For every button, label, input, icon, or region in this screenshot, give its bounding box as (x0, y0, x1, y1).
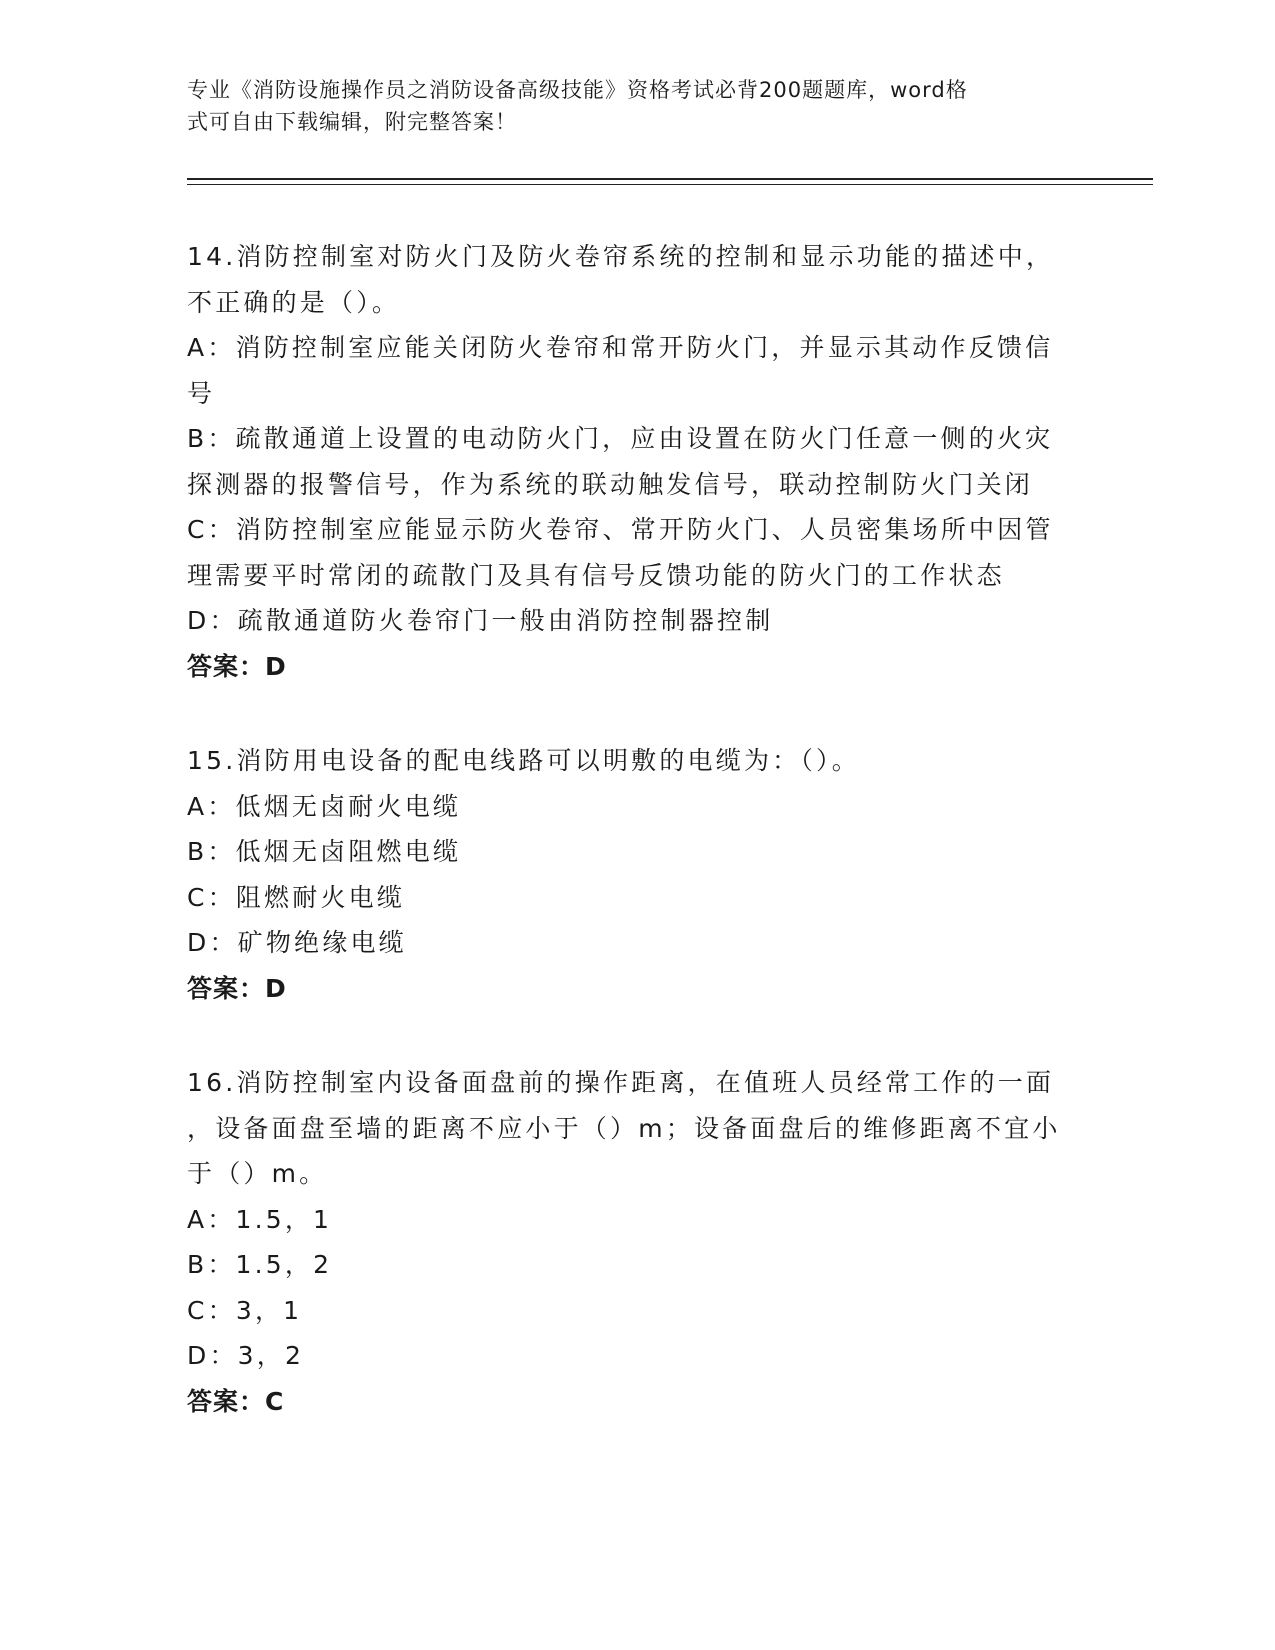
option-b-line: B：1.5，2 (187, 1250, 333, 1279)
option-c-line: C：消防控制室应能显示防火卷帘、常开防火门、人员密集场所中因管 (187, 515, 1054, 544)
header-divider-thin (187, 184, 1153, 185)
option-a-line: A：1.5，1 (187, 1204, 333, 1234)
header-divider-thick (187, 178, 1153, 180)
question-list (187, 234, 1087, 1473)
option-d-line: D：矿物绝缘电缆 (187, 928, 407, 957)
option-b-line: B：疏散通道上设置的电动防火门，应由设置在防火门任意一侧的火灾 (187, 424, 1054, 453)
question-stem-line: 于（）m。 (187, 1159, 328, 1188)
question-stem-line: 15.消防用电设备的配电线路可以明敷的电缆为：（）。 (187, 746, 860, 775)
option-a-line: 号 (187, 378, 216, 408)
option-d-line: D：疏散通道防火卷帘门一般由消防控制器控制 (187, 606, 774, 635)
answer-label: 答案：D (187, 973, 287, 1003)
question-15 (187, 738, 1087, 1011)
header-line-2: 式可自由下载编辑，附完整答案！ (187, 110, 517, 134)
option-c-line: C：阻燃耐火电缆 (187, 882, 406, 912)
option-b-line: 探测器的报警信号，作为系统的联动触发信号，联动控制防火门关闭 (187, 469, 1034, 499)
question-16 (187, 1060, 1087, 1424)
question-14 (187, 234, 1087, 689)
option-a-line: A：低烟无卤耐火电缆 (187, 791, 462, 821)
question-stem-line: ，设备面盘至墙的距离不应小于（）m；设备面盘后的维修距离不宜小 (187, 1113, 1061, 1143)
question-stem-line: 不正确的是（）。 (187, 287, 401, 317)
answer-label: 答案：C (187, 1386, 285, 1416)
option-a-line: A：消防控制室应能关闭防火卷帘和常开防火门，并显示其动作反馈信 (187, 333, 1054, 362)
option-d-line: D：3，2 (187, 1341, 305, 1370)
option-c-line: 理需要平时常闭的疏散门及具有信号反馈功能的防火门的工作状态 (187, 560, 1005, 590)
answer-label: 答案：D (187, 651, 287, 681)
header-line-1: 专业《消防设施操作员之消防设备高级技能》资格考试必背200题题库，word格 (187, 78, 968, 102)
option-c-line: C：3，1 (187, 1295, 303, 1325)
document-header (187, 74, 1067, 138)
question-stem-line: 14.消防控制室对防火门及防火卷帘系统的控制和显示功能的描述中， (187, 242, 1055, 271)
question-stem-line: 16.消防控制室内设备面盘前的操作距离，在值班人员经常工作的一面 (187, 1068, 1055, 1097)
option-b-line: B：低烟无卤阻燃电缆 (187, 837, 462, 866)
